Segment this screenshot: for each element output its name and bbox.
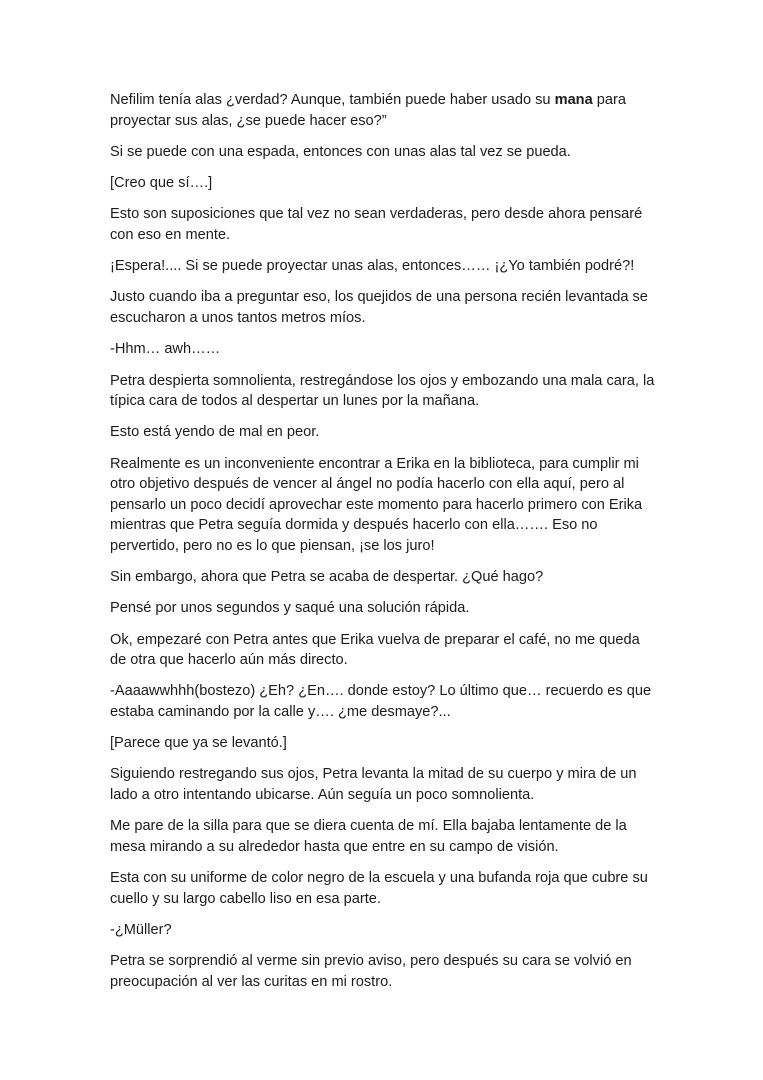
paragraph: [Creo que sí….] xyxy=(110,175,213,192)
paragraph: -Aaaawwhhh(bostezo) ¿Eh? ¿En…. donde estoy? Lo último que… recuerdo es que estaba caminando por la calle y…. ¿me desmaye?... xyxy=(110,683,652,720)
paragraph: Esta con su uniforme de color negro de la escuela y una bufanda roja que cubre su cuello y su largo cabello liso en esa parte. xyxy=(110,870,648,907)
body-text xyxy=(110,90,658,1003)
paragraph xyxy=(110,90,658,131)
paragraph-text: para proyectar sus alas, ¿se puede hacer eso?” xyxy=(110,92,626,129)
paragraph: Siguiendo restregando sus ojos, Petra levanta la mitad de su cuerpo y mira de un lado a otro intentando ubicarse. Aún seguía un poco somnolienta. xyxy=(110,766,637,803)
paragraph: Justo cuando iba a preguntar eso, los quejidos de una persona recién levantada se escucharon a unos tantos metros míos. xyxy=(110,289,648,326)
paragraph: Pensé por unos segundos y saqué una solución rápida. xyxy=(110,600,470,617)
paragraph: Esto son suposiciones que tal vez no sean verdaderas, pero desde ahora pensaré con eso en mente. xyxy=(110,206,643,243)
paragraph: Sin embargo, ahora que Petra se acaba de despertar. ¿Qué hago? xyxy=(110,568,544,585)
paragraph: Me pare de la silla para que se diera cuenta de mí. Ella bajaba lentamente de la mesa mirando a su alrededor hasta que entre en su campo de visión. xyxy=(110,818,627,855)
paragraph: ¡Espera!.... Si se puede proyectar unas alas, entonces…… ¡¿Yo también podré?! xyxy=(110,258,635,275)
paragraph: [Parece que ya se levantó.] xyxy=(110,735,287,752)
bold-term: mana xyxy=(554,92,593,108)
paragraph: Petra se sorprendió al verme sin previo aviso, pero después su cara se volvió en preocupación al ver las curitas en mi rostro. xyxy=(110,953,632,990)
paragraph-text: Nefilim tenía alas ¿verdad? Aunque, también puede haber usado su xyxy=(110,92,555,108)
paragraph: -Hhm… awh…… xyxy=(110,341,221,358)
paragraph: -¿Müller? xyxy=(110,921,172,938)
paragraph: Ok, empezaré con Petra antes que Erika vuelva de preparar el café, no me queda de otra que hacerlo aún más directo. xyxy=(110,631,640,669)
paragraph: Petra despierta somnolienta, restregándose los ojos y embozando una mala cara, la típica cara de todos al despertar un lunes por la mañana. xyxy=(110,372,655,410)
paragraph: Si se puede con una espada, entonces con unas alas tal vez se pueda. xyxy=(110,143,571,160)
paragraph: Realmente es un inconveniente encontrar a Erika en la biblioteca, para cumplir mi otro objetivo después de vencer al ángel no podía hacerlo con ella aquí, pero al pensarlo un poco decidí aprovechar este momento para hacerlo primero con Erika mientras que Petra seguía dormida y después hacerlo con ella……. Eso no pervertido, pero no es lo que piensan, ¡se los juro! xyxy=(110,455,643,554)
paragraph: Esto está yendo de mal en peor. xyxy=(110,424,320,441)
